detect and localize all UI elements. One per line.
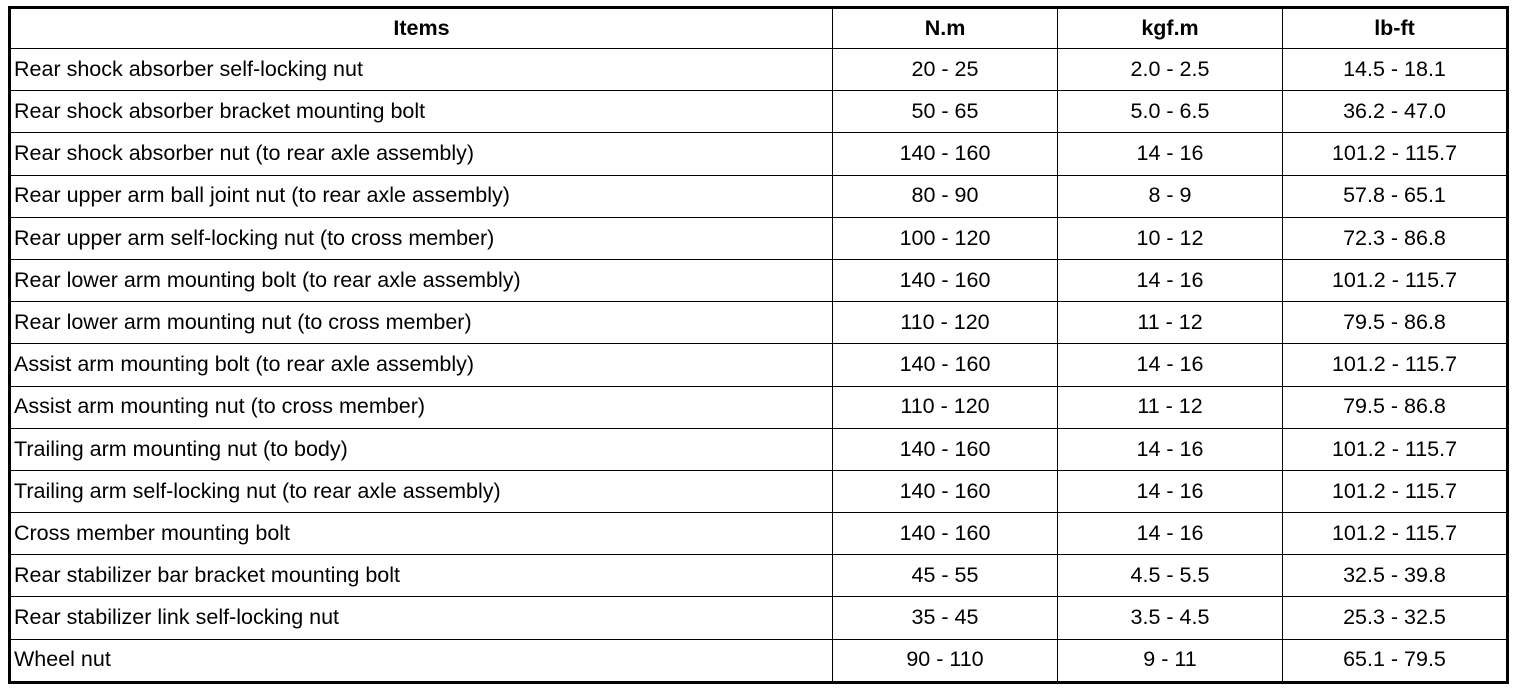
item-cell: Rear stabilizer bar bracket mounting bolt <box>10 555 833 597</box>
lbft-cell: 32.5 - 39.8 <box>1283 555 1508 597</box>
table-row <box>10 428 1508 470</box>
table-row <box>10 386 1508 428</box>
kgfm-cell: 14 - 16 <box>1058 470 1283 512</box>
torque-spec-table <box>8 6 1509 684</box>
lbft-cell: 79.5 - 86.8 <box>1283 386 1508 428</box>
lbft-cell: 101.2 - 115.7 <box>1283 513 1508 555</box>
kgfm-cell: 14 - 16 <box>1058 344 1283 386</box>
item-cell: Rear shock absorber nut (to rear axle assembly) <box>10 133 833 175</box>
item-cell: Rear upper arm ball joint nut (to rear axle assembly) <box>10 175 833 217</box>
item-cell: Rear lower arm mounting bolt (to rear axle assembly) <box>10 259 833 301</box>
lbft-cell: 101.2 - 115.7 <box>1283 259 1508 301</box>
kgfm-cell: 14 - 16 <box>1058 513 1283 555</box>
header-kgfm: kgf.m <box>1058 8 1283 49</box>
lbft-cell: 101.2 - 115.7 <box>1283 470 1508 512</box>
lbft-cell: 25.3 - 32.5 <box>1283 597 1508 639</box>
nm-cell: 100 - 120 <box>833 217 1058 259</box>
kgfm-cell: 3.5 - 4.5 <box>1058 597 1283 639</box>
lbft-cell: 36.2 - 47.0 <box>1283 91 1508 133</box>
kgfm-cell: 8 - 9 <box>1058 175 1283 217</box>
header-items: Items <box>10 8 833 49</box>
table-row <box>10 302 1508 344</box>
nm-cell: 45 - 55 <box>833 555 1058 597</box>
nm-cell: 140 - 160 <box>833 259 1058 301</box>
item-cell: Trailing arm self-locking nut (to rear axle assembly) <box>10 470 833 512</box>
table-row <box>10 597 1508 639</box>
kgfm-cell: 11 - 12 <box>1058 386 1283 428</box>
nm-cell: 20 - 25 <box>833 49 1058 91</box>
kgfm-cell: 4.5 - 5.5 <box>1058 555 1283 597</box>
kgfm-cell: 14 - 16 <box>1058 133 1283 175</box>
torque-spec-table-container <box>8 6 1506 684</box>
lbft-cell: 72.3 - 86.8 <box>1283 217 1508 259</box>
kgfm-cell: 14 - 16 <box>1058 259 1283 301</box>
lbft-cell: 57.8 - 65.1 <box>1283 175 1508 217</box>
table-row <box>10 91 1508 133</box>
lbft-cell: 14.5 - 18.1 <box>1283 49 1508 91</box>
nm-cell: 110 - 120 <box>833 302 1058 344</box>
kgfm-cell: 14 - 16 <box>1058 428 1283 470</box>
nm-cell: 140 - 160 <box>833 428 1058 470</box>
nm-cell: 140 - 160 <box>833 344 1058 386</box>
table-row <box>10 470 1508 512</box>
table-body <box>10 49 1508 683</box>
kgfm-cell: 9 - 11 <box>1058 639 1283 682</box>
lbft-cell: 79.5 - 86.8 <box>1283 302 1508 344</box>
item-cell: Rear shock absorber bracket mounting bolt <box>10 91 833 133</box>
item-cell: Rear upper arm self-locking nut (to cross member) <box>10 217 833 259</box>
table-row <box>10 513 1508 555</box>
header-nm: N.m <box>833 8 1058 49</box>
item-cell: Wheel nut <box>10 639 833 682</box>
table-row <box>10 133 1508 175</box>
table-row <box>10 175 1508 217</box>
nm-cell: 140 - 160 <box>833 470 1058 512</box>
item-cell: Rear shock absorber self-locking nut <box>10 49 833 91</box>
nm-cell: 80 - 90 <box>833 175 1058 217</box>
lbft-cell: 101.2 - 115.7 <box>1283 428 1508 470</box>
nm-cell: 140 - 160 <box>833 513 1058 555</box>
kgfm-cell: 2.0 - 2.5 <box>1058 49 1283 91</box>
kgfm-cell: 11 - 12 <box>1058 302 1283 344</box>
table-row <box>10 344 1508 386</box>
table-row <box>10 217 1508 259</box>
kgfm-cell: 5.0 - 6.5 <box>1058 91 1283 133</box>
item-cell: Rear lower arm mounting nut (to cross member) <box>10 302 833 344</box>
nm-cell: 110 - 120 <box>833 386 1058 428</box>
nm-cell: 90 - 110 <box>833 639 1058 682</box>
nm-cell: 140 - 160 <box>833 133 1058 175</box>
kgfm-cell: 10 - 12 <box>1058 217 1283 259</box>
item-cell: Assist arm mounting nut (to cross member) <box>10 386 833 428</box>
nm-cell: 50 - 65 <box>833 91 1058 133</box>
table-row <box>10 639 1508 682</box>
lbft-cell: 65.1 - 79.5 <box>1283 639 1508 682</box>
header-lbft: lb-ft <box>1283 8 1508 49</box>
item-cell: Cross member mounting bolt <box>10 513 833 555</box>
table-row <box>10 49 1508 91</box>
lbft-cell: 101.2 - 115.7 <box>1283 344 1508 386</box>
table-row <box>10 555 1508 597</box>
item-cell: Assist arm mounting bolt (to rear axle assembly) <box>10 344 833 386</box>
nm-cell: 35 - 45 <box>833 597 1058 639</box>
lbft-cell: 101.2 - 115.7 <box>1283 133 1508 175</box>
item-cell: Rear stabilizer link self-locking nut <box>10 597 833 639</box>
table-header-row <box>10 8 1508 49</box>
table-row <box>10 259 1508 301</box>
item-cell: Trailing arm mounting nut (to body) <box>10 428 833 470</box>
